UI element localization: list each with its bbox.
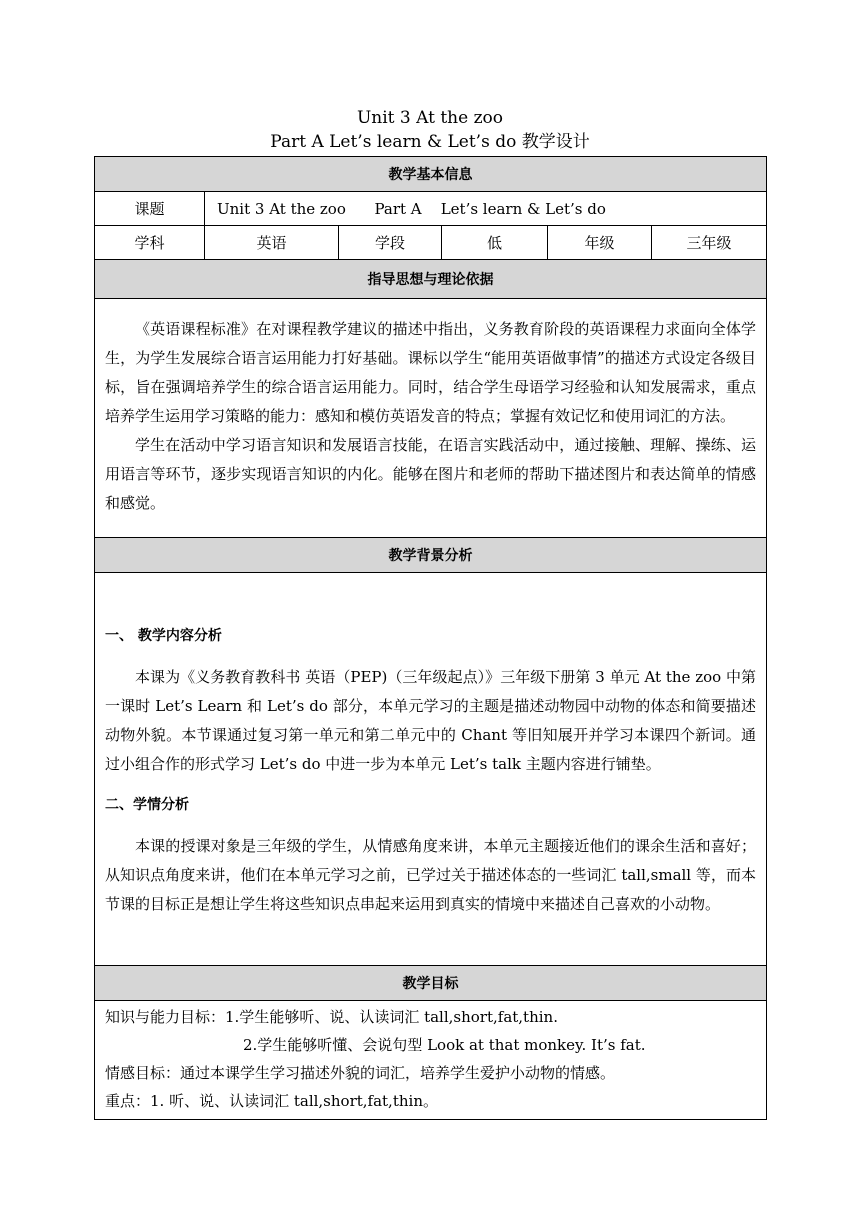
objective-line: 情感目标：通过本课学生学习描述外貌的词汇，培养学生爱护小动物的情感。 bbox=[105, 1064, 616, 1082]
background-content bbox=[95, 573, 767, 966]
section-title: 一、 教学内容分析 bbox=[105, 627, 222, 644]
objective-line: 2.学生能够听懂、会说句型 Look at that monkey. It’s fat. bbox=[243, 1036, 646, 1054]
grade-value: 三年级 bbox=[652, 226, 767, 260]
guiding-paragraph: 学生在活动中学习语言知识和发展语言技能，在语言实践活动中，通过接触、理解、操练、运用语言等环节，逐步实现语言知识的内化。能够在图片和老师的帮助下描述图片和表达简单的情感和感觉。 bbox=[105, 435, 757, 512]
subject-value: 英语 bbox=[205, 226, 339, 260]
objective-line: 重点：1. 听、说、认读词汇 tall,short,fat,thin。 bbox=[105, 1092, 438, 1110]
document-title: Unit 3 At the zoo bbox=[356, 108, 504, 128]
section-title: 二、学情分析 bbox=[105, 796, 189, 813]
basic-info-header: 教学基本信息 bbox=[95, 157, 767, 192]
background-header: 教学背景分析 bbox=[95, 538, 767, 573]
subject-label: 学科 bbox=[95, 226, 205, 260]
section-text: 本课的授课对象是三年级的学生，从情感角度来讲，本单元主题接近他们的课余生活和喜好；从知识点角度来讲，他们在本单元学习之前，已学过关于描述体态的一些词汇 tall,small 等，而本节课的目标正是想让学生将这些知识点串起来运用到真实的情境中来描述自己喜欢的小动物。 bbox=[105, 836, 757, 913]
section-text: 本课为《义务教育教科书 英语（PEP)（三年级起点）》三年级下册第 3 单元 At the zoo 中第一课时 Let’s Learn 和 Let’s do 部分，本单元学习的主题是描述动物园中动物的体态和简要描述动物外貌。本节课通过复习第一单元和第二单元中的 Chant 等旧知展开并学习本课四个新词。通过小组合作的形式学习 Let’s do 中进一步为本单元 Let’s talk 主题内容进行铺垫。 bbox=[105, 667, 757, 773]
objectives-content bbox=[95, 1001, 767, 1120]
guiding-content bbox=[95, 299, 767, 538]
grade-label: 年级 bbox=[548, 226, 652, 260]
stage-value: 低 bbox=[442, 226, 548, 260]
objectives-header: 教学目标 bbox=[95, 966, 767, 1001]
topic-label: 课题 bbox=[95, 192, 205, 226]
document-subtitle: Part A Let’s learn & Let’s do 教学设计 bbox=[270, 132, 590, 152]
topic-value: Unit 3 At the zoo Part A Let’s learn & Let’s do bbox=[205, 192, 767, 226]
stage-label: 学段 bbox=[339, 226, 442, 260]
guiding-paragraph: 《英语课程标准》在对课程教学建议的描述中指出，义务教育阶段的英语课程力求面向全体学生，为学生发展综合语言运用能力打好基础。课标以学生“能用英语做事情”的描述方式设定各级目标，旨在强调培养学生的综合语言运用能力。同时，结合学生母语学习经验和认知发展需求，重点培养学生运用学习策略的能力：感知和模仿英语发音的特点；掌握有效记忆和使用词汇的方法。 bbox=[105, 319, 757, 425]
guiding-header: 指导思想与理论依据 bbox=[95, 260, 767, 299]
lesson-plan-table bbox=[94, 156, 767, 1120]
objective-line: 知识与能力目标：1.学生能够听、说、认读词汇 tall,short,fat,thin. bbox=[105, 1008, 558, 1026]
